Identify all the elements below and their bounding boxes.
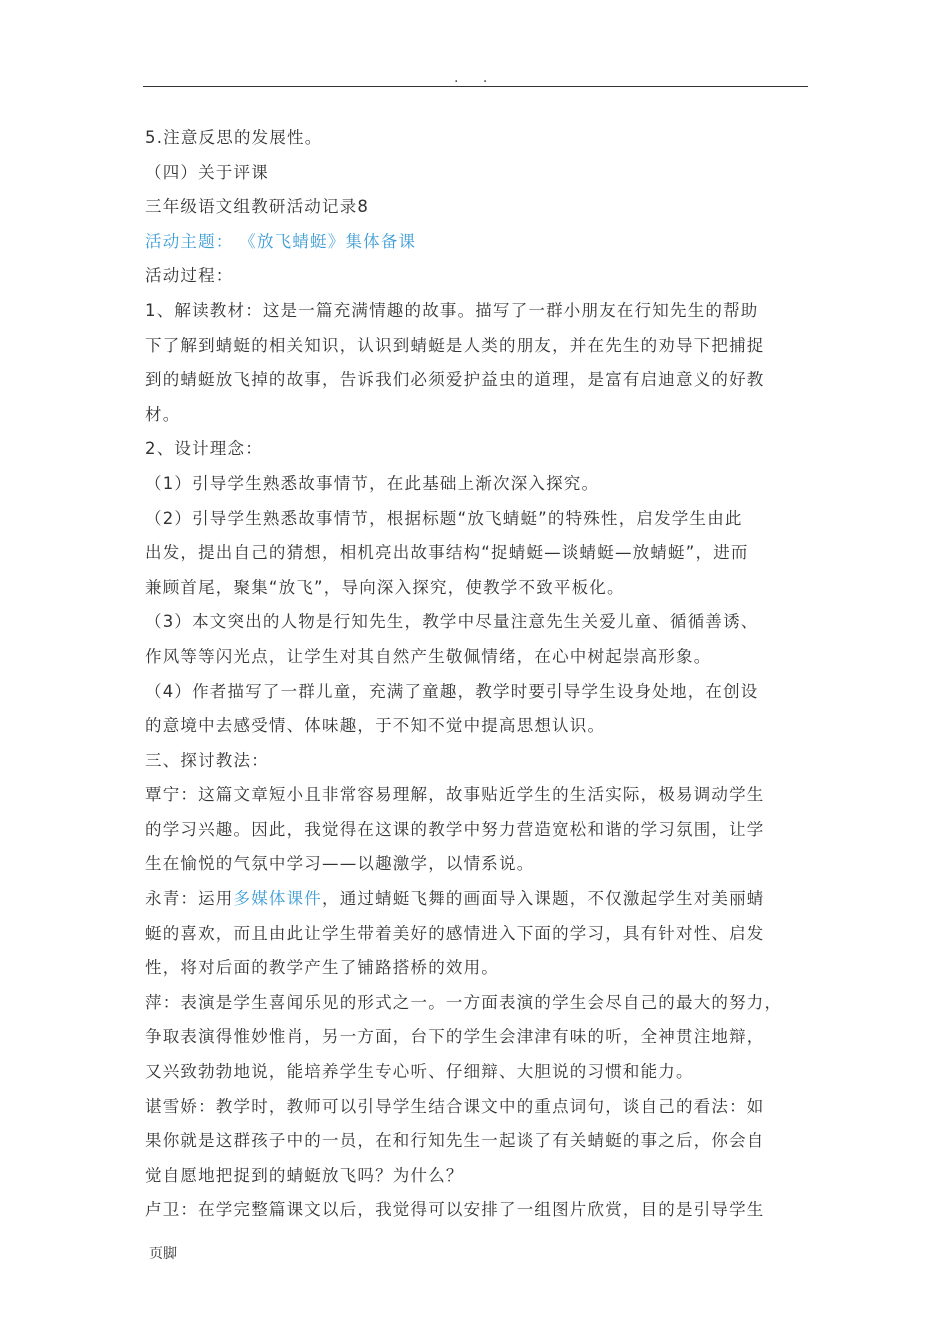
- text-line: 兼顾首尾，聚集“放飞”，导向深入探究，使教学不致平板化。: [145, 577, 625, 597]
- activity-topic-label: 活动主题：: [145, 231, 234, 251]
- header-mark: . .: [454, 70, 498, 86]
- text-line: 果你就是这群孩子中的一员，在和行知先生一起谈了有关蜻蜓的事之后，你会自: [145, 1131, 765, 1151]
- text-line: 性，将对后面的教学产生了铺路搭桥的效用。: [145, 958, 499, 978]
- text-line: 的意境中去感受情、体味趣，于不知不觉中提高思想认识。: [145, 716, 606, 736]
- text-line: 到的蜻蜓放飞掉的故事，告诉我们必须爱护益虫的道理，是富有启迪意义的好教: [145, 370, 765, 390]
- text-line: 又兴致勃勃地说，能培养学生专心听、仔细辩、大胆说的习惯和能力。: [145, 1062, 694, 1082]
- text-line: 下了解到蜻蜓的相关知识，认识到蜻蜓是人类的朋友，并在先生的劝导下把捕捉: [145, 335, 765, 355]
- document-body: [145, 121, 810, 1228]
- text-line: （2）引导学生熟悉故事情节，根据标题“放飞蜻蜓”的特殊性，启发学生由此: [145, 508, 743, 528]
- text-segment: 永青：运用: [145, 889, 234, 909]
- text-line: 2、设计理念：: [145, 439, 263, 459]
- text-line: 材。: [145, 404, 181, 424]
- text-line: 生在愉悦的气氛中学习——以趣激学，以情系说。: [145, 854, 535, 874]
- page-footer: 页脚: [149, 1246, 177, 1262]
- activity-topic-title: 《放飞蜻蜓》集体备课: [247, 231, 417, 251]
- text-line: 活动过程：: [145, 266, 234, 286]
- text-line: 觉自愿地把捉到的蜻蜓放飞吗？为什么？: [145, 1165, 464, 1185]
- text-line: 三、探讨教法：: [145, 750, 269, 770]
- text-line: 卢卫：在学完整篇课文以后，我觉得可以安排了一组图片欣赏，目的是引导学生: [145, 1200, 765, 1220]
- text-line-with-highlight: [145, 882, 810, 917]
- text-segment: ，通过蜻蜓飞舞的画面导入课题，不仅激起学生对美丽蜻: [322, 889, 765, 909]
- text-line: 出发，提出自己的猜想，相机亮出故事结构“捉蜻蜓—谈蜻蜓—放蜻蜓”，进而: [145, 543, 749, 563]
- text-line: （1）引导学生熟悉故事情节，在此基础上渐次深入探究。: [145, 473, 600, 493]
- header-rule: [143, 86, 808, 87]
- text-line: 谌雪娇：教学时，教师可以引导学生结合课文中的重点词句，谈自己的看法：如: [145, 1096, 765, 1116]
- section-heading: （四）关于评课: [145, 162, 269, 182]
- highlight-term: 多媒体课件: [233, 889, 322, 909]
- activity-topic-line: [145, 225, 810, 260]
- text-line: （4）作者描写了一群儿童，充满了童趣，教学时要引导学生设身处地，在创设: [145, 681, 759, 701]
- text-line: （3）本文突出的人物是行知先生，教学中尽量注意先生关爱儿童、循循善诱、: [145, 612, 759, 632]
- text-line: 作风等等闪光点，让学生对其自然产生敬佩情绪，在心中树起崇高形象。: [145, 646, 712, 666]
- text-line: 的学习兴趣。因此，我觉得在这课的教学中努力营造宽松和谐的学习氛围，让学: [145, 819, 765, 839]
- text-line: 1、解读教材：这是一篇充满情趣的故事。描写了一群小朋友在行知先生的帮助: [145, 300, 759, 320]
- record-title: 三年级语文组教研活动记录8: [145, 197, 370, 217]
- text-line: 5.注意反思的发展性。: [145, 128, 323, 147]
- text-line: 萍：表演是学生喜闻乐见的形式之一。一方面表演的学生会尽自己的最大的努力，: [145, 992, 783, 1012]
- text-line: 覃宁：这篇文章短小且非常容易理解，故事贴近学生的生活实际，极易调动学生: [145, 785, 765, 805]
- text-line: 蜓的喜欢，而且由此让学生带着美好的感情进入下面的学习，具有针对性、启发: [145, 923, 765, 943]
- text-line: 争取表演得惟妙惟肖，另一方面，台下的学生会津津有味的听，全神贯注地辩，: [145, 1027, 765, 1047]
